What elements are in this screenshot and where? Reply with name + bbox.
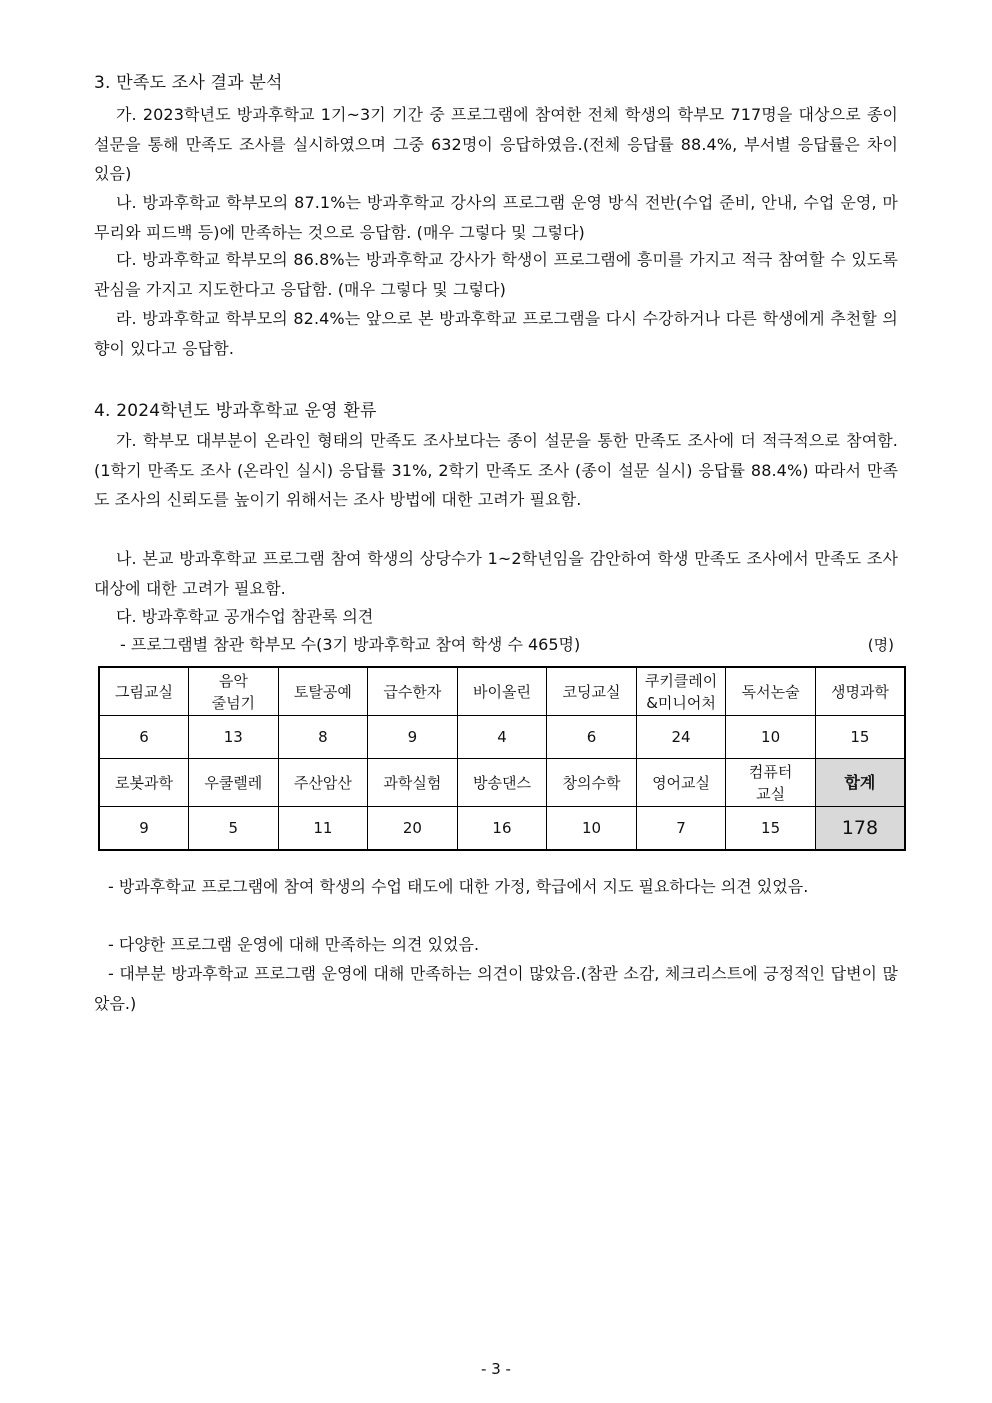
- table-value-cell: 9: [99, 807, 189, 851]
- table-value-cell: 6: [547, 716, 637, 759]
- table-value-cell: 6: [99, 716, 189, 759]
- table-value-cell: 8: [278, 716, 368, 759]
- table-value-cell: 24: [636, 716, 726, 759]
- section-3-item-na: 나. 방과후학교 학부모의 87.1%는 방과후학교 강사의 프로그램 운영 방식 전반(수업 준비, 안내, 수업 운영, 마무리와 피드백 등)에 만족하는 것으로 응답함. (매우 그렇다 및 그렇다): [94, 193, 898, 242]
- table-header-cell: 과학실험: [368, 759, 458, 807]
- section-4-item-na: 나. 본교 방과후학교 프로그램 참여 학생의 상당수가 1~2학년임을 감안하여 학생 만족도 조사에서 만족도 조사 대상에 대한 고려가 필요함.: [94, 549, 898, 598]
- table-header-cell: 쿠키클레이 &미니어처: [636, 667, 726, 716]
- table-value-cell: 13: [189, 716, 279, 759]
- table-caption: - 프로그램별 참관 학부모 수(3기 방과후학교 참여 학생 수 465명): [120, 635, 581, 654]
- table-value-cell: 10: [726, 716, 816, 759]
- table-header-cell: 그림교실: [99, 667, 189, 716]
- table-header-cell: 창의수학: [547, 759, 637, 807]
- table-header-cell: 바이올린: [457, 667, 547, 716]
- section-4-item-ga: 가. 학부모 대부분이 온라인 형태의 만족도 조사보다는 종이 설문을 통한 만족도 조사에 더 적극적으로 참여함.(1학기 만족도 조사 (온라인 실시) 응답률 31%, 2학기 만족도 조사 (종이 설문 실시) 응답률 88.4%) 따라서 만족도 조사의 신뢰도를 높이기 위해서는 조사 방법에 대한 고려가 필요함.: [94, 431, 898, 509]
- table-value-cell: 9: [368, 716, 458, 759]
- table-header-cell: 주산암산: [278, 759, 368, 807]
- section-3-item-ra: 라. 방과후학교 학부모의 82.4%는 앞으로 본 방과후학교 프로그램을 다시 수강하거나 다른 학생에게 추천할 의향이 있다고 응답함.: [94, 309, 898, 358]
- table-row-values-1: [99, 716, 905, 759]
- table-unit: (명): [867, 636, 894, 654]
- table-header-cell: 급수한자: [368, 667, 458, 716]
- table-header-cell: 독서논술: [726, 667, 816, 716]
- table-header-cell: 코딩교실: [547, 667, 637, 716]
- page-number: - 3 -: [481, 1360, 511, 1378]
- opinion-note-1: - 방과후학교 프로그램에 참여 학생의 수업 태도에 대한 가정, 학급에서 지도 필요하다는 의견 있었음.: [108, 877, 809, 896]
- section-3-heading: 3. 만족도 조사 결과 분석: [94, 73, 283, 93]
- table-header-cell: 컴퓨터 교실: [726, 759, 816, 807]
- table-total-value: 178: [815, 807, 905, 851]
- table-total-label: 합계: [815, 759, 905, 807]
- table-header-cell: 토탈공예: [278, 667, 368, 716]
- table-header-cell: 생명과학: [815, 667, 905, 716]
- table-value-cell: 7: [636, 807, 726, 851]
- table-value-cell: 15: [726, 807, 816, 851]
- table-header-cell: 음악 줄넘기: [189, 667, 279, 716]
- table-value-cell: 10: [547, 807, 637, 851]
- table-value-cell: 20: [368, 807, 458, 851]
- section-3-item-ga: 가. 2023학년도 방과후학교 1기~3기 기간 중 프로그램에 참여한 전체 학생의 학부모 717명을 대상으로 종이 설문을 통해 만족도 조사를 실시하였으며 그중 632명이 응답하였음.(전체 응답률 88.4%, 부서별 응답률은 차이 있음): [94, 105, 898, 183]
- table-value-cell: 16: [457, 807, 547, 851]
- table-row-headers-1: [99, 667, 905, 716]
- table-value-cell: 5: [189, 807, 279, 851]
- section-3-item-da: 다. 방과후학교 학부모의 86.8%는 방과후학교 강사가 학생이 프로그램에 흥미를 가지고 적극 참여할 수 있도록 관심을 가지고 지도한다고 응답함. (매우 그렇다 및 그렇다): [94, 250, 898, 299]
- table-header-cell: 우쿨렐레: [189, 759, 279, 807]
- table-value-cell: 4: [457, 716, 547, 759]
- section-4-item-da: 다. 방과후학교 공개수업 참관록 의견: [116, 607, 374, 626]
- table-header-cell: 방송댄스: [457, 759, 547, 807]
- opinion-note-2: - 다양한 프로그램 운영에 대해 만족하는 의견 있었음.: [108, 935, 480, 954]
- participation-table: [98, 666, 906, 851]
- table-value-cell: 11: [278, 807, 368, 851]
- table-value-cell: 15: [815, 716, 905, 759]
- table-header-cell: 로봇과학: [99, 759, 189, 807]
- opinion-note-3: - 대부분 방과후학교 프로그램 운영에 대해 만족하는 의견이 많았음.(참관 소감, 체크리스트에 긍정적인 답변이 많았음.): [94, 964, 898, 1013]
- section-4-heading: 4. 2024학년도 방과후학교 운영 환류: [94, 401, 377, 421]
- table-row-headers-2: [99, 759, 905, 807]
- table-row-values-2: [99, 807, 905, 851]
- table-header-cell: 영어교실: [636, 759, 726, 807]
